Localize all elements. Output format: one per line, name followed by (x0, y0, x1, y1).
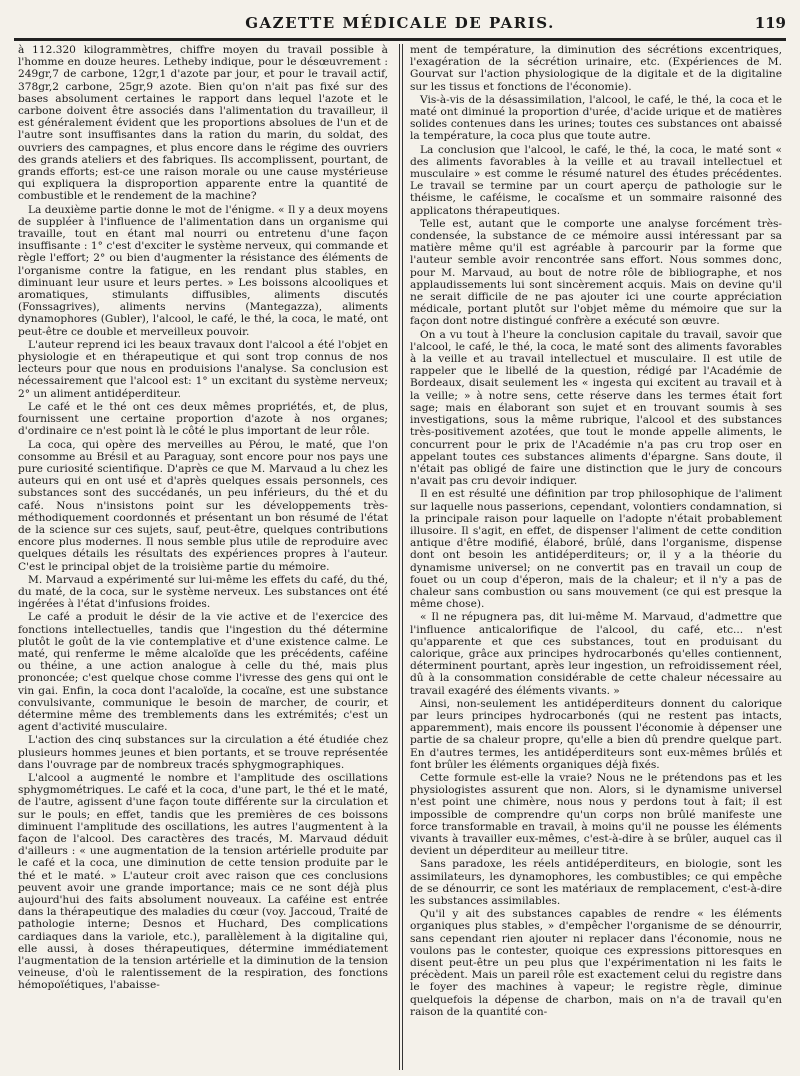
left-column (18, 44, 388, 1070)
paragraph: La conclusion que l'alcool, le café, le thé, la coca, le maté sont « des aliments favorables à la veille et au travail intellectuel et musculaire » est comme le résumé naturel des études précédentes. Le travail se termine par un court aperçu de pathologie sur le théisme, le caféisme, le cocaïsme et un sommaire raisonné des applicatons thérapeutiques. (410, 143, 782, 217)
paragraph: On a vu tout à l'heure la conclusion capitale du travail, savoir que l'alcool, le café, le thé, la coca, le maté sont des aliments favorables à la veille et au travail intellectuel et musculaire. Il est utile de rappeler que le libellé de la question, rédigé par l'Académie de Bordeaux, disait seulement les « ingesta qui excitent au travail et à la veille; » à notre sens, cette réserve dans les termes était fort sage; mais en élaborant son sujet et en trouvant soumis à ses investigations, sous la même rubrique, l'alcool et des substances très-positivement azotées, que tout le monde appelle aliments, le concurrent pour le prix de l'Académie n'a pas cru trop oser en appelant toutes ces substances aliments d'épargne. Sans doute, il n'était pas obligé de faire une distinction que le jury de concours n'avait pas cru devoir indiquer. (410, 328, 782, 488)
paragraph: L'alcool a augmenté le nombre et l'amplitude des oscillations sphygmométriques. Le café et la coca, d'une part, le thé et le maté, de l'autre, agissent d'une façon toute différente sur la circulation et sur le pouls; en effet, tandis que les premières de ces boissons diminuent l'amplitude des oscillations, les autres l'augmentent à la façon de l'alcool. Des caractères des tracés, M. Marvaud déduit d'ailleurs : « une augmentation de la tension artérielle produite par le café et la coca, une diminution de cette tension produite par le thé et le maté. » L'auteur croit avec raison que ces conclusions peuvent avoir une grande importance; mais ce ne sont déjà plus aujourd'hui des faits absolument nouveaux. La caféine est entrée dans la thérapeutique des maladies du cœur (voy. Jaccoud, Traité de pathologie interne; Desnos et Huchard, Des complications cardiaques dans la variole, etc.), parallèlement à la digitaline qui, elle aussi, à doses thérapeutiques, détermine immédiatement l'augmentation de la tension artérielle et la diminution de la tension veineuse, d'où le ralentissement de la respiration, des fonctions hémopoïétiques, l'abaisse- (18, 771, 388, 992)
paragraph: L'auteur reprend ici les beaux travaux dont l'alcool a été l'objet en physiologie et en thérapeutique et qui sont trop connus de nos lecteurs pour que nous en produisions l'analyse. Sa conclusion est nécessairement que l'alcool est: 1° un excitant du système nerveux; 2° un aliment antidéperditeur. (18, 338, 388, 400)
column-divider (399, 44, 403, 1070)
paragraph: Le café et le thé ont ces deux mêmes propriétés, et, de plus, fournissent une certaine proportion d'azote à nos organes; d'ordinaire ce n'est point là le côté le plus important de leur rôle. (18, 400, 388, 438)
paragraph: à 112.320 kilogrammètres, chiffre moyen du travail possible à l'homme en douze heures. Letheby indique, pour le désœuvrement : 249gr,7 de carbone, 12gr,1 d'azote par jour, et pour le travail actif, 378gr,2 carbone, 25gr,9 azote. Bien qu'on n'ait pas fixé sur des bases absolument certaines le rapport dans lequel l'azote et le carbone doivent être associés dans l'alimentation du travailleur, il est généralement évident que les proportions absolues de l'un et de l'autre sont insuffisantes dans la ration du marin, du soldat, des ouvriers des campagnes, et plus encore dans le régime des ouvriers des grands ateliers et des fabriques. Ils accomplissent, pourtant, de grands efforts; est-ce une raison morale ou une cause mystérieuse qui expliquera la disproportion apparente entre la quantité de combustible et le rendement de la machine? (18, 44, 388, 203)
paragraph: La coca, qui opère des merveilles au Pérou, le maté, que l'on consomme au Brésil et au Paraguay, sont encore pour nos pays une pure curiosité scientifique. D'après ce que M. Marvaud a lu chez les auteurs qui en ont usé et d'après quelques essais personnels, ces substances sont des succédanés, un peu inférieurs, du thé et du café. Nous n'insistons point sur les développements très-méthodiquement coordonnés et présentant un bon résumé de l'état de la science sur ces sujets, sauf, peut-être, quelques contributions encore plus modernes. Il nous semble plus utile de reproduire avec quelques détails les résultats des expériences propres à l'auteur. C'est le principal objet de la troisième partie du mémoire. (18, 438, 388, 573)
paragraph: La deuxième partie donne le mot de l'énigme. « Il y a deux moyens de suppléer à l'influence de l'alimentation dans un organisme qui travaille, tout en étant mal nourri ou entretenu d'une façon insuffisante : 1° c'est d'exciter le système nerveux, qui commande et règle l'effort; 2° ou bien d'augmenter la résistance des éléments de l'organisme contre la fatigue, en les rendant plus stables, en diminuant leur usure et leurs pertes. » Les boissons alcooliques et aromatiques, stimulants diffusibles, aliments discutés (Fonssagrives), aliments nervins (Mantegazza), aliments dynamophores (Gubler), l'alcool, le café, le thé, la coca, le maté, ont peut-être ce double et merveilleux pouvoir. (18, 203, 388, 338)
journal-title: GAZETTE MÉDICALE DE PARIS. (245, 14, 555, 32)
paragraph: Ainsi, non-seulement les antidéperditeurs donnent du calorique par leurs principes hydrocarbonés (qui ne restent pas intacts, apparemment), mais encore ils poussent l'économie à dépenser une partie de sa chaleur propre, qu'elle a bien dû prendre quelque part. En d'autres termes, les antidéperditeurs sont eux-mêmes brûlés et font brûler les éléments organiques déjà fixés. (410, 697, 782, 771)
page-number: 119 (754, 14, 786, 32)
header-rule (14, 40, 786, 41)
paragraph: « Il ne répugnera pas, dit lui-même M. Marvaud, d'admettre que l'influence anticalorifique de l'alcool, du café, etc... n'est qu'apparente et que ces substances, tout en produisant du calorique, grâce aux principes hydrocarbonés qu'elles contiennent, déterminent pourtant, après leur ingestion, un refroidissement réel, dû à la consommation considérable de cette chaleur nécessaire au travail exagéré des éléments vivants. » (410, 611, 782, 697)
paragraph: L'action des cinq substances sur la circulation a été étudiée chez plusieurs hommes jeunes et bien portants, et se trouve représentée dans l'ouvrage par de nombreux tracés sphygmographiques. (18, 734, 388, 771)
paragraph: ment de température, la diminution des sécrétions excentriques, l'exagération de la sécrétion urinaire, etc. (Expériences de M. Gourvat sur l'action physiologique de la digitale et de la digitaline sur les tissus et fonctions de l'économie). (410, 44, 782, 93)
right-column (410, 44, 782, 1070)
paragraph: Telle est, autant que le comporte une analyse forcément très-condensée, la substance de ce mémoire aussi intéressant par sa matière même qu'il est agréable à parcourir par la forme que l'auteur semble avoir rencontrée sans effort. Nous sommes donc, pour M. Marvaud, au bout de notre rôle de bibliographe, et nos applaudissements lui sont sincèrement acquis. Mais on devine qu'il ne serait difficile de ne pas ajouter ici une courte appréciation médicale, portant plutôt sur l'objet même du mémoire que sur la façon dont notre distingué confrère a exécuté son œuvre. (410, 217, 782, 328)
paragraph: Sans paradoxe, les réels antidéperditeurs, en biologie, sont les assimilateurs, les dynamophores, les combustibles; ce qui empêche de se dénourrir, ce sont les matériaux de remplacement, c'est-à-dire les substances assimilables. (410, 858, 782, 908)
paragraph: Le café a produit le désir de la vie active et de l'exercice des fonctions intellectuelles, tandis que l'ingestion du thé détermine plutôt le goût de la vie contemplative et d'une existence calme. Le maté, qui renferme le même alcaloïde que les précédents, caféine ou théine, a une action analogue à celle du thé, mais plus prononcée; c'est quelque chose comme l'ivresse des gens qui ont le vin gai. Enfin, la coca dont l'acaloïde, la cocaïne, est une substance convulsivante, communique le besoin de marcher, de courir, et détermine même des tremblements dans les extrémités; c'est un agent d'activité musculaire. (18, 611, 388, 734)
paragraph: M. Marvaud a expérimenté sur lui-même les effets du café, du thé, du maté, de la coca, sur le système nerveux. Les substances ont été ingérées à l'état d'infusions froides. (18, 573, 388, 611)
page-header (14, 10, 786, 40)
paragraph: Vis-à-vis de la désassimilation, l'alcool, le café, le thé, la coca et le maté ont diminué la proportion d'urée, d'acide urique et de matières solides contenues dans les urines; toutes ces substances ont abaissé la température, la coca plus que toute autre. (410, 93, 782, 143)
paragraph: Qu'il y ait des substances capables de rendre « les éléments organiques plus stables, » d'empêcher l'organisme de se dénourrir, sans cependant rien ajouter ni replacer dans l'économie, nous ne voulons pas le contester, quoique ces expressions pittoresques en disent peut-être un peu plus que l'expérimentation ni les faits le précèdent. Mais un pareil rôle est exactement celui du registre dans le foyer des machines à vapeur; le registre règle, diminue quelquefois la dépense de charbon, mais on n'a de travail qu'en raison de la quantité con- (410, 908, 782, 1018)
paragraph: Cette formule est-elle la vraie? Nous ne le prétendons pas et les physiologistes assurent que non. Alors, si le dynamisme universel n'est point une chimère, nous nous y perdons tout à fait; il est impossible de comprendre qu'un corps non brûlé manifeste une force transformable en travail, à moins qu'il ne pousse les éléments vivants à travailler eux-mêmes, c'est-à-dire à se brûler, auquel cas il devient un déperditeur au meilleur titre. (410, 771, 782, 858)
paragraph: Il en est résulté une définition par trop philosophique de l'aliment sur laquelle nous passerions, cependant, volontiers condamnation, si la principale raison pour laquelle on l'adopte n'était probablement illusoire. Il s'agit, en effet, de dispenser l'aliment de cette condition antique d'être modifié, élaboré, brûlé, dans l'organisme, dispense dont ont besoin les antidéperditeurs; or, il y a la théorie du dynamisme universel; on ne convertit pas en travail un coup de fouet ou un coup d'éperon, mais de la chaleur; et il n'y a pas de chaleur sans combustion ou sans mouvement (ce qui est presque la même chose). (410, 488, 782, 611)
